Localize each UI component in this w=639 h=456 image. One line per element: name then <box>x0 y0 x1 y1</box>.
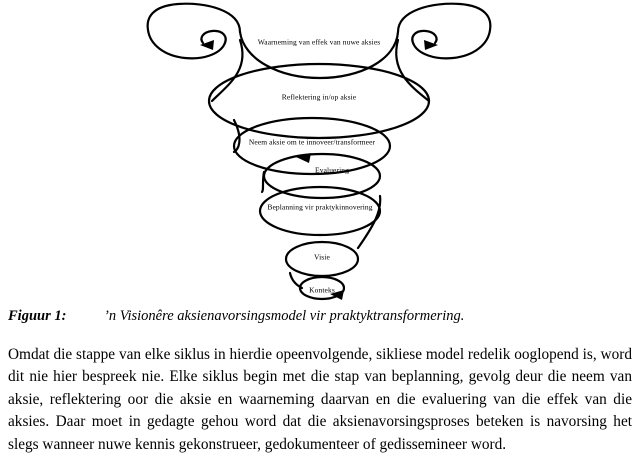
top-left-loop-path <box>148 4 240 59</box>
funnel-left-edge <box>212 40 243 101</box>
connector-2-3 <box>262 172 264 192</box>
connector-5-6 <box>290 273 302 288</box>
funnel-right-edge <box>396 40 429 101</box>
spiral-ring-3 <box>264 154 380 198</box>
top-right-loop-path <box>398 4 490 59</box>
diagram-label-neem-aksie: Neem aksie om te innoveer/transformeer <box>248 137 376 147</box>
figure-caption-text: ’n Visionêre aksienavorsingsmodel vir praktyktransformering. <box>104 308 465 324</box>
figure-number: Figuur 1: <box>8 308 67 324</box>
diagram-label-konteks: Konteks <box>309 285 335 295</box>
diagram-label-visie: Visie <box>314 252 330 262</box>
diagram-label-waarneming: Waarneming van effek van nuwe aksies <box>257 37 381 47</box>
figure-caption <box>8 308 633 325</box>
body-text <box>8 344 632 456</box>
body-paragraph: Omdat die stappe van elke siklus in hierdie opeenvolgende, sikliese model redelik ooglopend is, word dit nie hier bespreek nie. Elke siklus begin met die stap van beplanning, gevolg deur die neem van aksie, reflektering oor die aksie en waarneming daarvan en die evaluering van die effek van die aksies. Daar moet in gedagte gehou word dat die aksienavorsingsproses beteken is navorsing het slegs wanneer nuwe kennis gekonstrueer, gedokumenteer of gedissemineer word. <box>8 346 632 453</box>
diagram-label-evaluering: Evaluering <box>315 165 349 175</box>
diagram-label-reflektering: Reflektering in/op aksie <box>281 92 357 102</box>
diagram-label-beplanning: Beplanning vir praktykinnovering <box>267 202 373 212</box>
